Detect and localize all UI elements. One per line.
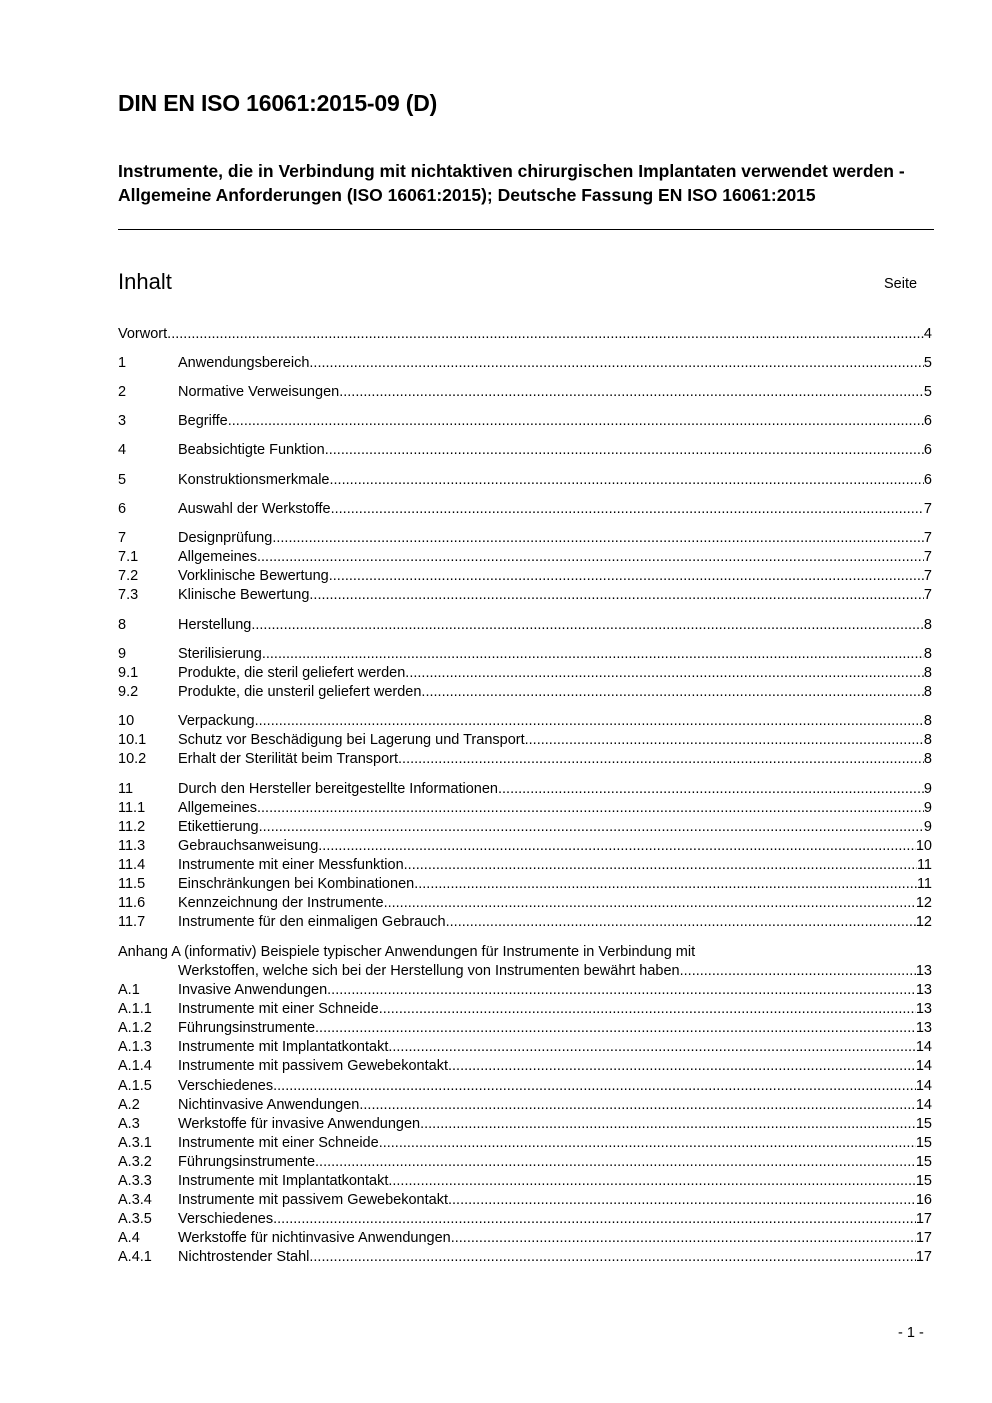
toc-entry-number: A.3.2 xyxy=(118,1154,152,1170)
toc-entry-page: 14 xyxy=(915,1078,932,1094)
toc-entry-title: Verschiedenes xyxy=(178,1078,274,1094)
toc-entry-title: Gebrauchsanweisung xyxy=(178,838,319,854)
toc-entry-number: 6 xyxy=(118,501,127,517)
toc-entry-number: A.1.3 xyxy=(118,1039,152,1055)
toc-entry-number: 7.2 xyxy=(118,568,139,584)
toc-entry-title: Verpackung xyxy=(178,713,255,729)
toc-entry-number: A.1.2 xyxy=(118,1020,152,1036)
toc-entry-page: 5 xyxy=(923,355,932,371)
toc-entry-page: 7 xyxy=(923,587,932,603)
toc-entry-number: 7 xyxy=(118,530,127,546)
toc-entry[interactable] xyxy=(118,1153,932,1172)
toc-entry[interactable] xyxy=(118,1248,932,1267)
toc-entry-page: 14 xyxy=(915,1039,932,1055)
annex-page: 13 xyxy=(915,963,932,979)
toc-leader xyxy=(388,1172,916,1191)
toc-entry[interactable] xyxy=(118,1057,932,1076)
toc-entry-title: Instrumente mit einer Messfunktion xyxy=(178,857,404,873)
toc-entry-title: Produkte, die unsteril geliefert werden xyxy=(178,684,422,700)
toc-entry[interactable] xyxy=(118,412,932,431)
toc-entry[interactable] xyxy=(118,529,932,548)
toc-entry-page: 15 xyxy=(915,1135,932,1151)
toc-entry-number: 8 xyxy=(118,617,127,633)
toc-entry-title: Durch den Hersteller bereitgestellte Informationen xyxy=(178,781,498,797)
toc-entry-number: A.3 xyxy=(118,1116,140,1132)
toc-entry[interactable] xyxy=(118,1210,932,1229)
toc-entry[interactable] xyxy=(118,837,932,856)
toc-leader xyxy=(330,471,924,490)
toc-entry[interactable] xyxy=(118,750,932,769)
annex-title-line2: Werkstoffen, welche sich bei der Herstellung von Instrumenten bewährt haben xyxy=(178,963,680,979)
toc-leader xyxy=(315,1153,916,1172)
toc-entry[interactable] xyxy=(118,894,932,913)
toc-entry-page: 12 xyxy=(915,914,932,930)
toc-entry-number: A.3.3 xyxy=(118,1173,152,1189)
toc-leader xyxy=(388,1038,916,1057)
title-divider xyxy=(118,229,934,230)
toc-entry-page: 8 xyxy=(923,617,932,633)
toc-entry-page: 11 xyxy=(916,876,932,892)
toc-entry-number: 9.1 xyxy=(118,665,139,681)
toc-leader xyxy=(255,712,924,731)
toc-entry[interactable] xyxy=(118,1172,932,1191)
toc-entry-page: 14 xyxy=(915,1097,932,1113)
toc-entry-title: Verschiedenes xyxy=(178,1211,274,1227)
toc-leader xyxy=(680,962,916,981)
toc-leader xyxy=(309,1248,915,1267)
toc-entry-title: Produkte, die steril geliefert werden xyxy=(178,665,406,681)
toc-leader xyxy=(384,894,916,913)
page-column-label: Seite xyxy=(884,276,918,292)
toc-entry-number: 11.5 xyxy=(118,876,146,892)
toc-entry[interactable] xyxy=(118,981,932,1000)
toc-entry-page: 8 xyxy=(923,646,932,662)
toc-entry-title: Invasive Anwendungen xyxy=(178,982,328,998)
toc-leader xyxy=(329,567,924,586)
toc-leader xyxy=(405,664,924,683)
toc-entry-title: Erhalt der Sterilität beim Transport xyxy=(178,751,399,767)
toc-entry-page: 8 xyxy=(923,751,932,767)
toc-entry-title: Kennzeichnung der Instrumente xyxy=(178,895,384,911)
toc-entry-number: A.3.1 xyxy=(118,1135,152,1151)
toc-entry-number: 2 xyxy=(118,384,127,400)
toc-entry-number: 7.3 xyxy=(118,587,139,603)
toc-entry-title: Vorklinische Bewertung xyxy=(178,568,329,584)
toc-entry-number: 10 xyxy=(118,713,135,729)
toc-entry[interactable] xyxy=(118,712,932,731)
toc-leader xyxy=(315,1019,916,1038)
toc-entry[interactable] xyxy=(118,645,932,664)
toc-entry-page: 6 xyxy=(923,442,932,458)
toc-leader xyxy=(398,750,924,769)
toc-entry-title: Nichtinvasive Anwendungen xyxy=(178,1097,360,1113)
toc-leader xyxy=(273,1077,916,1096)
toc-entry-title: Allgemeines xyxy=(178,800,257,816)
toc-leader xyxy=(309,586,924,605)
toc-leader xyxy=(359,1096,915,1115)
toc-entry-page: 6 xyxy=(923,413,932,429)
toc-leader xyxy=(421,683,924,702)
toc-leader xyxy=(339,383,924,402)
toc-entry[interactable] xyxy=(118,383,932,402)
toc-entry-title: Instrumente mit passivem Gewebekontakt xyxy=(178,1192,448,1208)
toc-entry-title: Instrumente mit Implantatkontakt xyxy=(178,1173,389,1189)
annex-title-line1: Beispiele typischer Anwendungen für Instrumente in Verbindung mit xyxy=(260,944,696,960)
toc-entry[interactable] xyxy=(118,664,932,683)
toc-entry-title: Konstruktionsmerkmale xyxy=(178,472,330,488)
toc-entry[interactable] xyxy=(118,1229,932,1248)
document-id: DIN EN ISO 16061:2015-09 (D) xyxy=(118,90,438,116)
toc-leader xyxy=(167,325,924,344)
toc-leader xyxy=(273,1210,916,1229)
toc-entry-page: 8 xyxy=(923,713,932,729)
toc-entry[interactable] xyxy=(118,799,932,818)
toc-leader xyxy=(420,1115,916,1134)
toc-entry-title: Werkstoffe für invasive Anwendungen xyxy=(178,1116,421,1132)
toc-entry[interactable] xyxy=(118,1115,932,1134)
toc-entry[interactable] xyxy=(118,586,932,605)
toc-entry-number: A.2 xyxy=(118,1097,140,1113)
toc-leader xyxy=(448,1057,916,1076)
toc-entry-title: Auswahl der Werkstoffe xyxy=(178,501,331,517)
toc-entry-title: Etikettierung xyxy=(178,819,259,835)
toc-entry-page: 15 xyxy=(915,1173,932,1189)
toc-leader xyxy=(251,616,924,635)
toc-entry[interactable] xyxy=(118,567,932,586)
toc-entry[interactable] xyxy=(118,441,932,460)
toc-entry-title: Nichtrostender Stahl xyxy=(178,1249,310,1265)
toc-entry-page: 8 xyxy=(923,665,932,681)
toc-entry-title: Herstellung xyxy=(178,617,252,633)
toc-leader xyxy=(498,780,924,799)
toc-entry-page: 9 xyxy=(923,800,932,816)
toc-entry[interactable] xyxy=(118,354,932,373)
toc-entry[interactable] xyxy=(118,875,932,894)
toc-entry-page: 15 xyxy=(915,1116,932,1132)
toc-entry[interactable] xyxy=(118,1019,932,1038)
toc-entry-page: 17 xyxy=(915,1249,932,1265)
toc-entry-title: Instrumente mit einer Schneide xyxy=(178,1135,379,1151)
toc-entry-number: 5 xyxy=(118,472,127,488)
toc-entry-number: 10.1 xyxy=(118,732,147,748)
toc-entry-number: 11.3 xyxy=(118,838,146,854)
toc-entry-title: Instrumente für den einmaligen Gebrauch xyxy=(178,914,446,930)
toc-entry[interactable] xyxy=(118,1038,932,1057)
toc-entry-page: 17 xyxy=(915,1230,932,1246)
toc-entry-page: 16 xyxy=(915,1192,932,1208)
toc-leader xyxy=(451,1229,916,1248)
toc-entry-number: 9 xyxy=(118,646,127,662)
toc-entry[interactable] xyxy=(118,1096,932,1115)
toc-entry-page: 10 xyxy=(915,838,932,854)
toc-entry-number: A.1 xyxy=(118,982,140,998)
annex-title-line[interactable] xyxy=(118,962,932,981)
toc-entry-number: 11.4 xyxy=(118,857,146,873)
footer-page-number: - 1 - xyxy=(898,1325,924,1341)
toc-entry-number: A.3.4 xyxy=(118,1192,152,1208)
toc-entry-page: 13 xyxy=(915,982,932,998)
toc-entry-page: 7 xyxy=(923,549,932,565)
toc-entry[interactable] xyxy=(118,471,932,490)
toc-leader xyxy=(325,441,924,460)
toc-entry-number: 1 xyxy=(118,355,127,371)
toc-entry-page: 7 xyxy=(923,568,932,584)
toc-entry-page: 7 xyxy=(923,501,932,517)
toc-entry[interactable] xyxy=(118,1191,932,1210)
toc-entry-number: A.3.5 xyxy=(118,1211,152,1227)
toc-leader xyxy=(259,818,924,837)
toc-leader xyxy=(327,981,916,1000)
toc-entry-number: 11.6 xyxy=(118,895,146,911)
toc-leader xyxy=(257,799,924,818)
toc-entry-number: 9.2 xyxy=(118,684,139,700)
toc-entry-page: 9 xyxy=(923,819,932,835)
toc-entry[interactable] xyxy=(118,548,932,567)
toc-leader xyxy=(446,913,916,932)
toc-leader xyxy=(379,1000,916,1019)
annex-heading[interactable] xyxy=(118,943,932,962)
toc-entry-title: Klinische Bewertung xyxy=(178,587,310,603)
toc-entry-page: 8 xyxy=(923,732,932,748)
toc-entry-number: 4 xyxy=(118,442,127,458)
toc-entry-page: 11 xyxy=(916,857,932,873)
annex-informativ: (informativ) xyxy=(184,944,257,960)
toc-entry-number: 11.7 xyxy=(118,914,146,930)
toc-entry-title: Instrumente mit passivem Gewebekontakt xyxy=(178,1058,448,1074)
toc-entry-page: 7 xyxy=(923,530,932,546)
toc-entry-title: Schutz vor Beschädigung bei Lagerung und Transport xyxy=(178,732,525,748)
toc-leader xyxy=(525,731,924,750)
toc-leader xyxy=(414,875,917,894)
toc-entry-page: 6 xyxy=(923,472,932,488)
toc-entry-title: Werkstoffe für nichtinvasive Anwendungen xyxy=(178,1230,451,1246)
toc-leader xyxy=(257,548,924,567)
toc-entry-title: Führungsinstrumente xyxy=(178,1020,316,1036)
toc-entry-page: 8 xyxy=(923,684,932,700)
toc-entry-page: 5 xyxy=(923,384,932,400)
toc-entry-title: Einschränkungen bei Kombinationen xyxy=(178,876,415,892)
toc-leader xyxy=(448,1191,916,1210)
toc-entry-number: 10.2 xyxy=(118,751,147,767)
toc-leader xyxy=(318,837,916,856)
toc-entry-number: A.1.4 xyxy=(118,1058,152,1074)
toc-entry-page: 13 xyxy=(915,1001,932,1017)
toc-entry[interactable] xyxy=(118,818,932,837)
toc-entry-number: A.4.1 xyxy=(118,1249,152,1265)
toc-heading: Inhalt xyxy=(118,269,172,294)
toc-entry-page: 15 xyxy=(915,1154,932,1170)
toc-entry[interactable] xyxy=(118,616,932,635)
toc-entry-title: Begriffe xyxy=(178,413,228,429)
toc-entry-number: A.1.1 xyxy=(118,1001,152,1017)
toc-entry[interactable] xyxy=(118,856,932,875)
toc-entry-page: 4 xyxy=(923,326,932,342)
toc-entry-number: 11 xyxy=(118,781,134,797)
toc-leader xyxy=(379,1134,916,1153)
toc-entry-number: Vorwort xyxy=(118,326,168,342)
toc-entry-title: Sterilisierung xyxy=(178,646,262,662)
toc-entry[interactable] xyxy=(118,1077,932,1096)
toc-leader xyxy=(331,500,924,519)
toc-leader xyxy=(228,412,924,431)
toc-entry[interactable] xyxy=(118,325,932,344)
document-title: Instrumente, die in Verbindung mit nichtaktiven chirurgischen Implantaten verwendet werden - Allgemeine Anforderungen (ISO 16061:2015); Deutsche Fassung EN ISO 16061:2015 xyxy=(118,161,905,205)
toc-leader xyxy=(262,645,924,664)
toc-entry-number: 11.1 xyxy=(118,800,146,816)
toc-entry[interactable] xyxy=(118,1000,932,1019)
toc-entry-number: 3 xyxy=(118,413,127,429)
toc-entry[interactable] xyxy=(118,731,932,750)
toc-entry[interactable] xyxy=(118,500,932,519)
toc-entry-title: Instrumente mit einer Schneide xyxy=(178,1001,379,1017)
toc-entry[interactable] xyxy=(118,780,932,799)
toc-entry[interactable] xyxy=(118,1134,932,1153)
toc-entry-page: 14 xyxy=(915,1058,932,1074)
toc-entry-number: A.1.5 xyxy=(118,1078,152,1094)
toc-entry-title: Allgemeines xyxy=(178,549,257,565)
toc-entry-number: A.4 xyxy=(118,1230,140,1246)
toc-entry-title: Führungsinstrumente xyxy=(178,1154,316,1170)
toc-entry-page: 9 xyxy=(923,781,932,797)
toc-entry-title: Beabsichtigte Funktion xyxy=(178,442,325,458)
toc-entry-number: 7.1 xyxy=(118,549,139,565)
toc-entry-title: Designprüfung xyxy=(178,530,273,546)
toc-entry-page: 12 xyxy=(915,895,932,911)
toc-leader xyxy=(404,856,917,875)
toc-entry[interactable] xyxy=(118,913,932,932)
toc-entry-page: 17 xyxy=(915,1211,932,1227)
toc-entry-title: Anwendungsbereich xyxy=(178,355,310,371)
toc-entry-title: Normative Verweisungen xyxy=(178,384,340,400)
toc-entry[interactable] xyxy=(118,683,932,702)
toc-entry-number: 11.2 xyxy=(118,819,146,835)
toc-leader xyxy=(272,529,924,548)
annex-label: Anhang A xyxy=(118,944,181,960)
toc-leader xyxy=(309,354,924,373)
toc-entry-title: Instrumente mit Implantatkontakt xyxy=(178,1039,389,1055)
toc-entry-page: 13 xyxy=(915,1020,932,1036)
